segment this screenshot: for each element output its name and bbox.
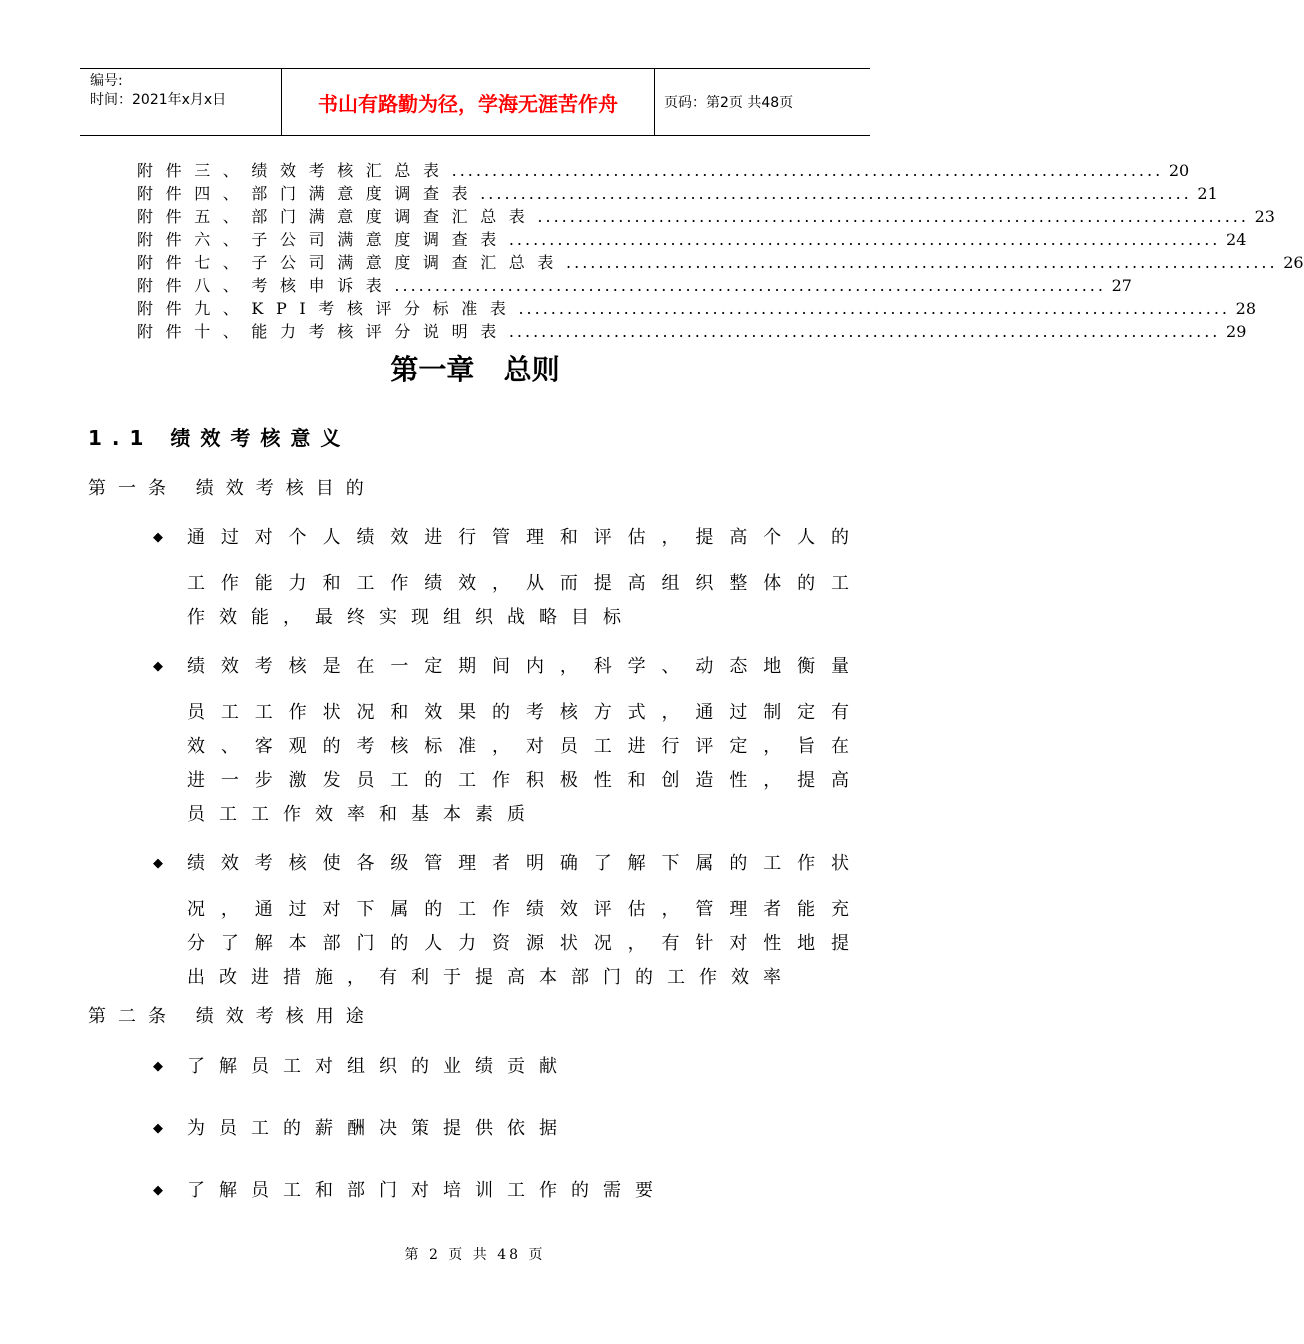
header-page-info: 页码：第2页 共48页: [664, 95, 794, 111]
toc-item-page: 29: [1226, 322, 1247, 341]
paragraph-line: 员工工作状况和效果的考核方式，通过制定有: [187, 702, 849, 723]
toc-item-page: 27: [1111, 276, 1132, 295]
toc-item-label: 附件三、绩效考核汇总表: [137, 161, 452, 180]
paragraph-line: 工作能力和工作绩效，从而提高组织整体的工: [187, 573, 849, 594]
toc-item[interactable]: [137, 160, 1190, 182]
chapter-title: 第一章 总则: [390, 353, 560, 386]
toc-item-page: 23: [1254, 207, 1275, 226]
toc-item-page: 28: [1235, 299, 1257, 318]
article-title: 第二条 绩效考核用途: [88, 1006, 376, 1027]
toc-item[interactable]: [137, 298, 1257, 320]
toc-item[interactable]: [137, 321, 1247, 343]
toc-item[interactable]: [137, 229, 1247, 251]
list-item: 为员工的薪酬决策提供依据: [187, 1118, 571, 1139]
paragraph-line: 出改进措施，有利于提高本部门的工作效率: [187, 967, 795, 988]
paragraph-line: 绩效考核使各级管理者明确了解下属的工作状: [187, 853, 849, 874]
paragraph-line: 况，通过对下属的工作绩效评估，管理者能充: [187, 899, 849, 920]
header-bottom-border: [80, 135, 870, 136]
toc-item-label: 附件九、KPI考核评分标准表: [137, 299, 519, 318]
toc-item-page: 24: [1226, 230, 1247, 249]
section-title: 1.1 绩效考核意义: [88, 426, 351, 450]
toc-item-label: 附件十、能力考核评分说明表: [137, 322, 509, 341]
toc-item-label: 附件六、子公司满意度调查表: [137, 230, 509, 249]
diamond-bullet-icon: ◆: [153, 1059, 163, 1074]
header-time-label: 时间：2021年x月x日: [90, 92, 227, 108]
toc-item[interactable]: [137, 275, 1132, 297]
toc-item-page: 20: [1168, 161, 1190, 180]
list-item: 了解员工和部门对培训工作的需要: [187, 1180, 667, 1201]
toc-item-page: 26: [1283, 253, 1304, 272]
toc-leader-dots: ........................................................................................: [566, 253, 1278, 272]
paragraph-line: 作效能，最终实现组织战略目标: [187, 607, 635, 628]
toc-item[interactable]: [137, 183, 1218, 205]
header-divider-right: [654, 68, 655, 135]
toc-leader-dots: ........................................................................................: [480, 184, 1192, 203]
toc-leader-dots: ........................................................................................: [394, 276, 1106, 295]
paragraph-line: 效、客观的考核标准，对员工进行评定，旨在: [187, 736, 849, 757]
toc-item-label: 附件八、考核申诉表: [137, 276, 395, 295]
page-footer: 第 2 页 共 48 页: [404, 1247, 546, 1263]
paragraph-line: 分了解本部门的人力资源状况，有针对性地提: [187, 933, 849, 954]
toc-item[interactable]: [137, 206, 1275, 228]
toc-item-page: 21: [1197, 184, 1218, 203]
toc-item-label: 附件四、部门满意度调查表: [137, 184, 481, 203]
paragraph-line: 绩效考核是在一定期间内，科学、动态地衡量: [187, 656, 849, 677]
header-motto: 书山有路勤为径，学海无涯苦作舟: [318, 92, 618, 116]
toc-item[interactable]: [137, 252, 1304, 274]
header-top-border: [80, 68, 870, 69]
diamond-bullet-icon: ◆: [153, 1183, 163, 1198]
article-title: 第一条 绩效考核目的: [88, 478, 376, 499]
toc-item-label: 附件七、子公司满意度调查汇总表: [137, 253, 567, 272]
toc-leader-dots: ........................................................................................: [518, 299, 1231, 318]
diamond-bullet-icon: ◆: [153, 530, 163, 545]
toc-item-label: 附件五、部门满意度调查汇总表: [137, 207, 538, 226]
list-item: 了解员工对组织的业绩贡献: [187, 1056, 571, 1077]
header-number-label: 编号:: [90, 73, 123, 89]
diamond-bullet-icon: ◆: [153, 856, 163, 871]
toc-leader-dots: ........................................................................................: [451, 161, 1164, 180]
paragraph-line: 进一步激发员工的工作积极性和创造性，提高: [187, 770, 849, 791]
paragraph-line: 通过对个人绩效进行管理和评估，提高个人的: [187, 527, 849, 548]
diamond-bullet-icon: ◆: [153, 1121, 163, 1136]
paragraph-line: 员工工作效率和基本素质: [187, 804, 539, 825]
toc-leader-dots: ........................................................................................: [508, 322, 1221, 341]
toc-leader-dots: ........................................................................................: [537, 207, 1249, 226]
diamond-bullet-icon: ◆: [153, 659, 163, 674]
toc-leader-dots: ........................................................................................: [508, 230, 1221, 249]
